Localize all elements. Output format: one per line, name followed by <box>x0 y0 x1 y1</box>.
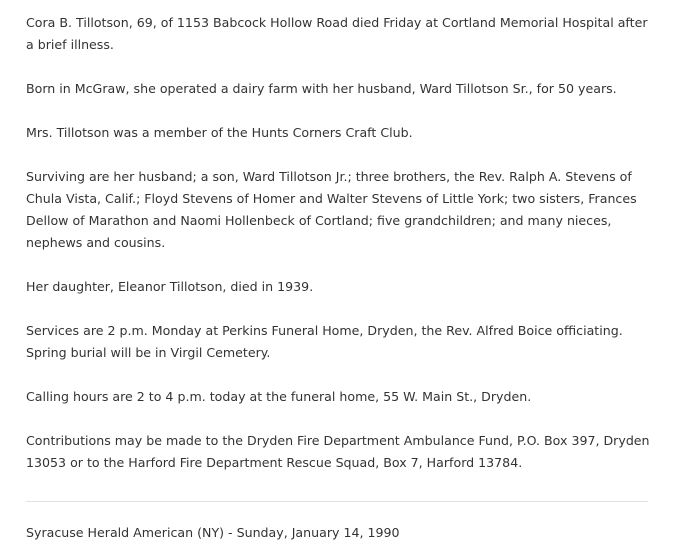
paragraph-membership: Mrs. Tillotson was a member of the Hunts Corners Craft Club. <box>26 125 413 140</box>
paragraph-calling-hours: Calling hours are 2 to 4 p.m. today at the funeral home, 55 W. Main St., Dryden. <box>26 389 532 404</box>
paragraph-predeceased: Her daughter, Eleanor Tillotson, died in 1939. <box>26 279 314 294</box>
paragraph-contributions: Contributions may be made to the Dryden Fire Department Ambulance Fund, P.O. Box 397, Dryden 13053 or to the Harford Fire Department Rescue Squad, Box 7, Harford 13784. <box>26 433 650 470</box>
source-citation: Syracuse Herald American (NY) - Sunday, January 14, 1990 <box>26 525 400 540</box>
obituary-article <box>26 12 656 496</box>
paragraph-biography: Born in McGraw, she operated a dairy farm with her husband, Ward Tillotson Sr., for 50 years. <box>26 81 617 96</box>
paragraph-death-notice: Cora B. Tillotson, 69, of 1153 Babcock Hollow Road died Friday at Cortland Memorial Hospital after a brief illness. <box>26 15 648 52</box>
paragraph-survivors: Surviving are her husband; a son, Ward Tillotson Jr.; three brothers, the Rev. Ralph A. Stevens of Chula Vista, Calif.; Floyd Stevens of Homer and Walter Stevens of Little York; two sisters, Frances Dellow of Marathon and Naomi Hollenbeck of Cortland; five grandchildren; and many nieces, nephews and cousins. <box>26 169 637 250</box>
paragraph-services: Services are 2 p.m. Monday at Perkins Funeral Home, Dryden, the Rev. Alfred Boice officiating. Spring burial will be in Virgil Cemetery. <box>26 323 623 360</box>
divider <box>26 501 648 502</box>
